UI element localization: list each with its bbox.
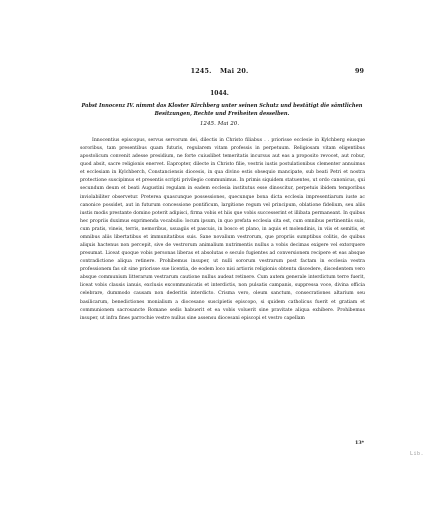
running-header bbox=[0, 67, 439, 75]
document-body bbox=[80, 137, 365, 323]
body-paragraph: Innocentius episcopus, servus servorum dei, dilectis in Christo filiabus . . priorisse ecclesie in Kylchberg eiusque sororibus, tam presentibus quam futuris, regularem vitam professis in perpetuum. Religiosam vitam eligentibus apostolicum convenit adesse presidium, ne forte cuiuslibet temeritatis incursus aut eas a proposito revocet, aut robur, quod absit, sacre religionis enervet. Eapropter, dilecte in Christo filie, vestris iustis postulationibus clementer annuimus et ecclesiam in Kylchberch, Constanciensis diocesis, in qua divino estis obsequio mancipate, sub beati Petri et nostra protectione suscipimus et presentis scripti privilegio communimus. In primis siquidem statuentes, ut ordo canonicus, qui secundum deum et beati Augustini regulam in eadem ecclesia institutus esse dinoscitur, perpetuis ibidem temporibus inviolabiliter observetur. Preterea quascunque possessiones, quecunque bona dicta ecclesia impresentiarum iuste ac canonice possidet, aut in futurum concessione pontificum, largitione regum vel principum, oblatione fidelium, seu aliis iustis modis prestante domino poterit adipisci, firma vobis et hiis que vobis successerint et illibata permaneant. In quibus hec propriis duximus exprimenda vocabulis: locum ipsum, in quo prefata ecclesia sita est, cum omnibus pertinentiis suis, cum pratis, vineis, terris, nemoribus, usuagiis et pascuis, in bosco et plano, in aquis et molendinis, in viis et semitis, et omnibus aliis libertatibus et immunitatibus suis. Sane novalium vestrorum, que propriis sumptibus colitis, de quibus aliquis hactenus non percepit, sive de vestrorum animalium nutrimentis nullus a vobis decimas exigere vel extorquere presumat. Liceat quoque vobis personas liberas et absolutas e seculo fugientes ad conversionem recipere et eas absque contradictione aliqua retinere. Prohibemus insuper, ut nulli sororum vestrarum post factam in ecclesia vestra professionem fas sit sine priorisse sue licentia, de eodem loco nisi artioris religionis obtentu discedere, discedentem vero absque communium litterarum vestrarum cautione nullus audeat retinere. Cum autem generale interdictum terre fuerit, liceat vobis clausis ianuis, exclusis excommunicatis et interdictis, non pulsatis campanis, suppressa voce, divina officia celebrare, dummodo causam non dederitis interdicto. Crisma vero, oleum sanctum, consecrationes altarium seu basilicarum, benedictiones monialium a diocesano suscipietis episcopo, si quidem catholicus fuerit et gratiam et communionem sacrosancte Romane sedis habuerit et ea vobis voluerit sine pravitate aliqua exhibere. Prohibemus insuper, ut infra fines parrochie vestre nullus sine assensu diocesani episcopi et vestro capellam bbox=[80, 138, 365, 321]
header-year: 1245. bbox=[190, 67, 212, 75]
library-stamp: Lib. bbox=[410, 451, 425, 457]
document-number: 1044. bbox=[210, 90, 229, 97]
page-number: 99 bbox=[355, 67, 364, 75]
document-dateline: 1245. Mai 20. bbox=[199, 121, 240, 127]
header-date: Mai 20. bbox=[220, 67, 249, 75]
document-summary: Pabst Innocenz IV. nimmt das Kloster Kirchberg unter seinen Schutz und bestätigt die sämtlichen Besitzungen, Rechte und Freiheiten desselben. bbox=[81, 103, 363, 117]
signature-mark: 13* bbox=[355, 440, 365, 446]
